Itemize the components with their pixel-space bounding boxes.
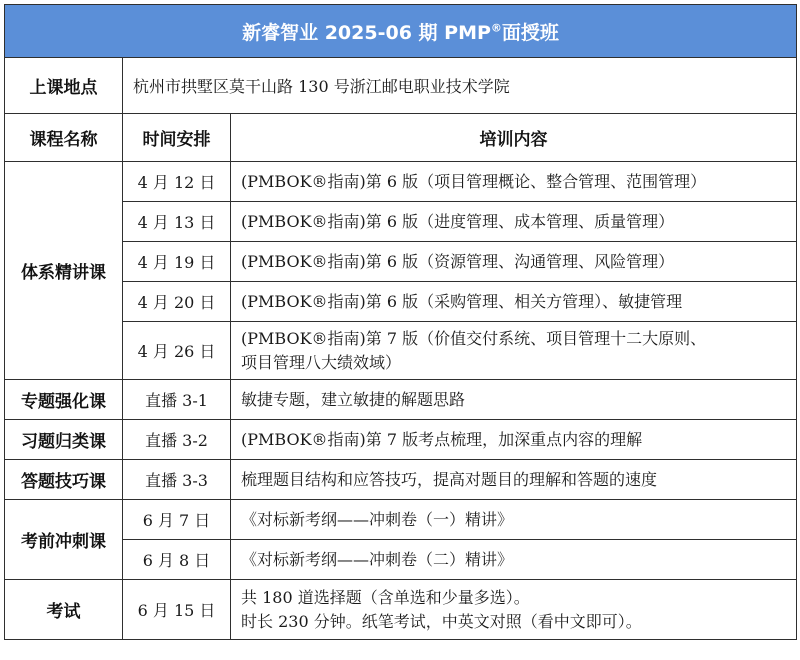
location-value: 杭州市拱墅区莫干山路 130 号浙江邮电职业技术学院 xyxy=(123,58,797,114)
row-time: 6 月 8 日 xyxy=(123,540,231,580)
title-row xyxy=(5,5,797,58)
row-content: 梳理题目结构和应答技巧，提高对题目的理解和答题的速度 xyxy=(231,460,797,500)
group-technique: 答题技巧课 xyxy=(5,460,123,500)
table-row xyxy=(5,162,797,202)
row-content: 敏捷专题，建立敏捷的解题思路 xyxy=(231,380,797,420)
row-time: 直播 3-2 xyxy=(123,420,231,460)
row-content: (PMBOK®指南)第 7 版考点梳理，加深重点内容的理解 xyxy=(231,420,797,460)
row-time: 4 月 19 日 xyxy=(123,242,231,282)
table-row xyxy=(5,420,797,460)
schedule-table xyxy=(4,4,797,640)
row-content xyxy=(231,580,797,640)
row-time: 4 月 12 日 xyxy=(123,162,231,202)
row-time: 4 月 13 日 xyxy=(123,202,231,242)
row-content: 《对标新考纲——冲刺卷（二）精讲》 xyxy=(231,540,797,580)
location-label: 上课地点 xyxy=(5,58,123,114)
title-registered-mark: ® xyxy=(490,21,502,35)
title-suffix: 面授班 xyxy=(501,21,559,44)
group-exam: 考试 xyxy=(5,580,123,640)
row-content: 《对标新考纲——冲刺卷（一）精讲》 xyxy=(231,500,797,540)
table-row xyxy=(5,460,797,500)
row-content xyxy=(231,322,797,380)
group-exercise: 习题归类课 xyxy=(5,420,123,460)
table-title xyxy=(5,5,797,58)
table-row xyxy=(5,242,797,282)
row-content-line: (PMBOK®指南)第 7 版（价值交付系统、项目管理十二大原则、 xyxy=(241,328,707,348)
table-row xyxy=(5,282,797,322)
row-time: 6 月 7 日 xyxy=(123,500,231,540)
title-prefix: 新睿智业 2025-06 期 PMP xyxy=(242,21,491,44)
row-content-line: 时长 230 分钟。纸笔考试，中英文对照（看中文即可）。 xyxy=(241,611,642,631)
row-content: (PMBOK®指南)第 6 版（进度管理、成本管理、质量管理） xyxy=(231,202,797,242)
row-time: 4 月 26 日 xyxy=(123,322,231,380)
row-content-line: 共 180 道选择题（含单选和少量多选）。 xyxy=(241,587,530,607)
header-time: 时间安排 xyxy=(123,114,231,162)
header-row xyxy=(5,114,797,162)
table-row xyxy=(5,322,797,380)
table-row xyxy=(5,202,797,242)
row-time: 6 月 15 日 xyxy=(123,580,231,640)
table-row xyxy=(5,540,797,580)
header-course: 课程名称 xyxy=(5,114,123,162)
row-content: (PMBOK®指南)第 6 版（资源管理、沟通管理、风险管理） xyxy=(231,242,797,282)
group-special: 专题强化课 xyxy=(5,380,123,420)
group-sprint: 考前冲刺课 xyxy=(5,500,123,580)
table-row xyxy=(5,500,797,540)
row-content-line: 项目管理八大绩效域） xyxy=(241,352,402,372)
row-time: 4 月 20 日 xyxy=(123,282,231,322)
location-row xyxy=(5,58,797,114)
row-time: 直播 3-1 xyxy=(123,380,231,420)
row-content: (PMBOK®指南)第 6 版（项目管理概论、整合管理、范围管理） xyxy=(231,162,797,202)
table-row xyxy=(5,580,797,640)
row-time: 直播 3-3 xyxy=(123,460,231,500)
header-content: 培训内容 xyxy=(231,114,797,162)
table-row xyxy=(5,380,797,420)
row-content: (PMBOK®指南)第 6 版（采购管理、相关方管理）、敏捷管理 xyxy=(231,282,797,322)
group-system: 体系精讲课 xyxy=(5,162,123,380)
